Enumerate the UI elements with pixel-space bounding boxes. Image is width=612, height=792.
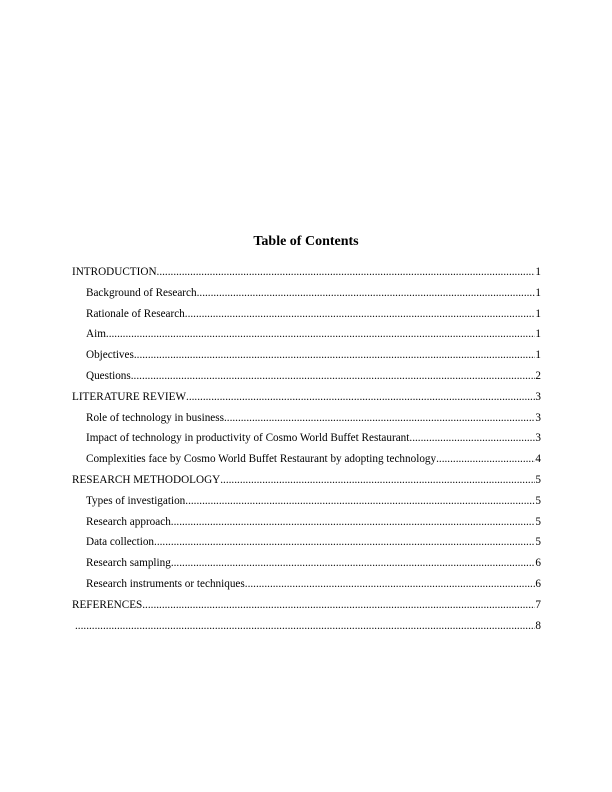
toc-dot-leader	[220, 470, 535, 491]
toc-entry[interactable]	[72, 574, 541, 595]
toc-dot-leader	[171, 553, 536, 574]
toc-dot-leader	[142, 595, 535, 616]
toc-entry-label: LITERATURE REVIEW	[72, 390, 187, 403]
toc-entry-page-number: 1	[535, 286, 541, 299]
toc-title: Table of Contents	[253, 234, 359, 249]
toc-entry-page-number: 6	[535, 557, 541, 570]
toc-entry-label: INTRODUCTION	[72, 266, 157, 278]
toc-entry[interactable]	[72, 449, 541, 470]
toc-entry-label: Research sampling	[86, 557, 171, 570]
toc-entry-page-number: 5	[535, 536, 541, 549]
toc-entry[interactable]	[72, 532, 541, 553]
toc-entry[interactable]	[72, 387, 541, 408]
toc-entry-label: RESEARCH METHODOLOGY	[72, 473, 221, 486]
toc-entry-label: Research approach	[86, 515, 171, 528]
toc-entry-label: Aim	[86, 328, 106, 341]
toc-dot-leader	[154, 532, 535, 553]
toc-entry-label: REFERENCES	[72, 598, 143, 611]
toc-entry[interactable]	[72, 262, 541, 283]
toc-entry[interactable]	[72, 283, 541, 304]
toc-dot-leader	[224, 408, 535, 429]
toc-entry[interactable]	[72, 595, 541, 616]
toc-entry[interactable]	[72, 491, 541, 512]
table-of-contents	[72, 262, 541, 636]
toc-entry-label: Background of Research	[86, 286, 197, 299]
toc-entry[interactable]	[72, 428, 541, 449]
toc-entry-label: Types of investigation	[86, 494, 186, 507]
toc-entry-page-number: 2	[535, 369, 541, 382]
toc-entry-page-number: 6	[535, 577, 541, 590]
toc-entry[interactable]	[72, 366, 541, 387]
toc-dot-leader	[157, 262, 536, 283]
toc-entry-page-number: 1	[535, 266, 541, 278]
toc-dot-leader	[186, 387, 535, 408]
toc-entry-label: Questions	[86, 369, 131, 382]
toc-dot-leader	[197, 283, 536, 304]
toc-dot-leader	[131, 366, 536, 387]
toc-dot-leader	[436, 449, 535, 470]
toc-entry-label: Rationale of Research	[86, 307, 185, 320]
toc-entry-page-number: 1	[535, 307, 541, 320]
toc-entry[interactable]	[72, 512, 541, 533]
toc-entry-page-number: 7	[535, 598, 541, 611]
toc-entry-page-number: 5	[535, 515, 541, 528]
toc-dot-leader	[185, 304, 536, 325]
toc-entry[interactable]	[72, 324, 541, 345]
toc-entry-page-number: 5	[535, 494, 541, 507]
toc-entry-page-number: 3	[535, 432, 541, 445]
toc-dot-leader	[106, 324, 536, 345]
toc-dot-leader	[245, 574, 536, 595]
toc-entry-page-number: 8	[535, 619, 541, 632]
toc-entry-page-number: 5	[535, 473, 541, 486]
toc-entry[interactable]	[72, 616, 541, 637]
toc-entry[interactable]	[72, 470, 541, 491]
toc-dot-leader	[134, 345, 536, 366]
toc-dot-leader	[171, 512, 536, 533]
toc-entry-page-number: 3	[535, 411, 541, 424]
toc-entry[interactable]	[72, 553, 541, 574]
toc-entry[interactable]	[72, 408, 541, 429]
toc-entry-label: Impact of technology in productivity of Cosmo World Buffet Restaurant	[86, 432, 410, 445]
toc-dot-leader	[185, 491, 535, 512]
toc-entry-page-number: 3	[535, 390, 541, 403]
toc-entry-page-number: 1	[535, 349, 541, 362]
toc-entry-page-number: 4	[535, 453, 541, 466]
toc-entry-label: Research instruments or techniques	[86, 577, 245, 590]
toc-entry-label: Data collection	[86, 536, 155, 549]
toc-entry-label: Complexities face by Cosmo World Buffet Restaurant by adopting technology	[86, 453, 437, 466]
toc-dot-leader	[409, 428, 535, 449]
toc-entry-label: Role of technology in business	[86, 411, 224, 424]
toc-entry-page-number: 1	[535, 328, 541, 341]
toc-entry[interactable]	[72, 345, 541, 366]
toc-entry-label: Objectives	[86, 349, 134, 362]
toc-dot-leader	[75, 616, 535, 637]
toc-entry[interactable]	[72, 304, 541, 325]
